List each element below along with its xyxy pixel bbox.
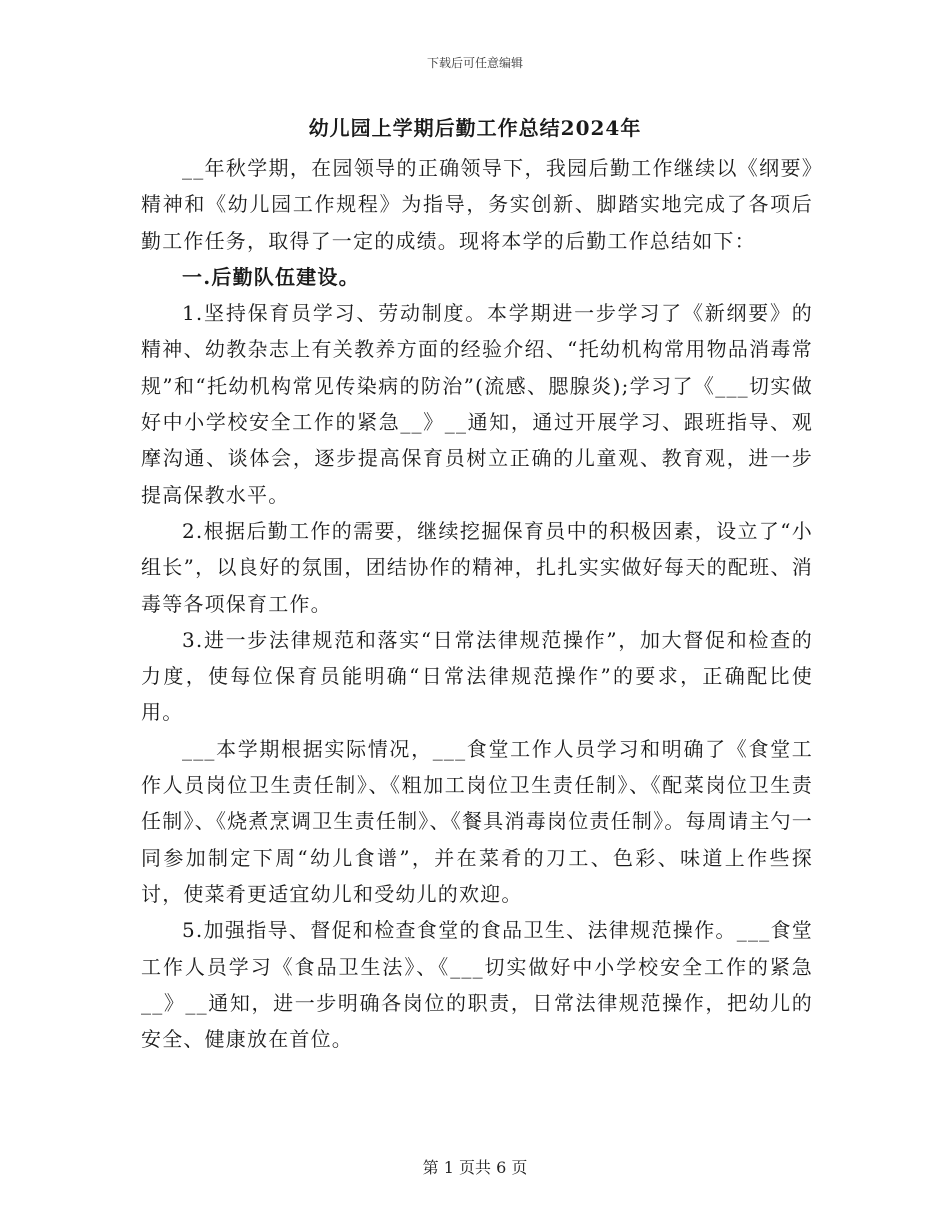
paragraph-item-3: 3.进一步法律规范和落实“日常法律规范操作”，加大督促和检查的力度，使每位保育员能明确“日常法律规范操作”的要求，正确配比使用。 <box>141 627 813 725</box>
document-title: 幼儿园上学期后勤工作总结2024年 <box>308 116 642 140</box>
page-number: 第 1 页共 6 页 <box>422 1158 528 1177</box>
paragraph-item-5: 5.加强指导、督促和检查食堂的食品卫生、法律规范操作。___食堂工作人员学习《食品卫生法》、《___切实做好中小学校安全工作的紧急__》__通知，进一步明确各岗位的职责，日常法律规范操作，把幼儿的安全、健康放在首位。 <box>141 918 813 1052</box>
section-heading: 一.后勤队伍建设。 <box>182 264 360 289</box>
paragraph-item-2: 2.根据后勤工作的需要，继续挖掘保育员中的积极因素，设立了“小组长”，以良好的氛围，团结协作的精神，扎扎实实做好每天的配班、消毒等各项保育工作。 <box>141 518 813 616</box>
intro-paragraph: __年秋学期，在园领导的正确领导下，我园后勤工作继续以《纲要》精神和《幼儿园工作规程》为指导，务实创新、脚踏实地完成了各项后勤工作任务，取得了一定的成绩。现将本学的后勤工作总结如下： <box>141 156 813 253</box>
page-header-note: 下载后可任意编辑 <box>426 56 523 70</box>
document-body <box>141 150 813 1057</box>
paragraph-item-4: ___本学期根据实际情况，___食堂工作人员学习和明确了《食堂工作人员岗位卫生责任制》、《粗加工岗位卫生责任制》、《配菜岗位卫生责任制》、《烧煮烹调卫生责任制》、《餐具消毒岗位责任制》。每周请主勺一同参加制定下周“幼儿食谱”，并在菜肴的刀工、色彩、味道上作些探讨，使菜肴更适宜幼儿和受幼儿的欢迎。 <box>141 736 813 906</box>
paragraph-item-1: 1.坚持保育员学习、劳动制度。本学期进一步学习了《新纲要》的精神、幼教杂志上有关教养方面的经验介绍、“托幼机构常用物品消毒常规”和“托幼机构常见传染病的防治”(流感、腮腺炎);学习了《___切实做好中小学校安全工作的紧急__》__通知，通过开展学习、跟班指导、观摩沟通、谈体会，逐步提高保育员树立正确的儿童观、教育观，进一步提高保教水平。 <box>141 301 813 507</box>
